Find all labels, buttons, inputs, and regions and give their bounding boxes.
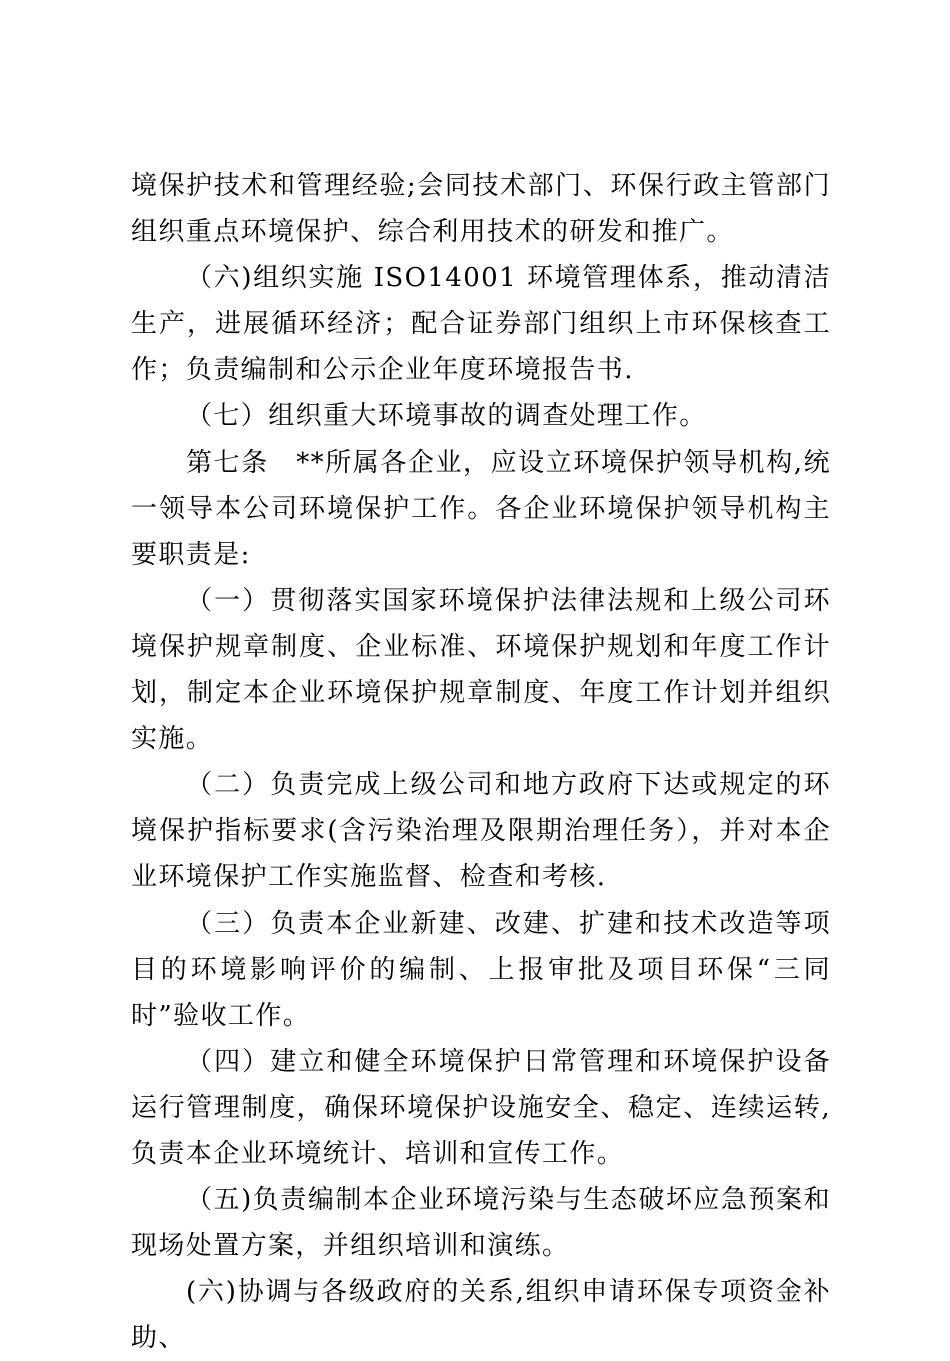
paragraph-item-7: （七）组织重大环境事故的调查处理工作。 (186, 401, 707, 432)
paragraph-duty-6: (六)协调与各级政府的关系,组织申请环保专项资金补助、 (131, 1277, 831, 1354)
paragraph-duty-2: （二）负责完成上级公司和地方政府下达或规定的环境保护指标要求(含污染治理及限期治理任务），并对本企业环境保护工作实施监督、检查和考核. (131, 770, 831, 893)
paragraph-duty-5: （五)负责编制本企业环境污染与生态破坏应急预案和现场处置方案，并组织培训和演练。 (131, 1185, 831, 1262)
paragraph-continuation: 境保护技术和管理经验;会同技术部门、环保行政主管部门组织重点环境保护、综合利用技术的研发和推广。 (131, 171, 831, 248)
paragraph-duty-4: （四）建立和健全环境保护日常管理和环境保护设备运行管理制度，确保环境保护设施安全、稳定、连续运转,负责本企业环境统计、培训和宣传工作。 (131, 1046, 831, 1169)
paragraph-duty-3: （三）负责本企业新建、改建、扩建和技术改造等项目的环境影响评价的编制、上报审批及项目环保“三同时”验收工作。 (131, 908, 831, 1031)
paragraph-item-6: （六)组织实施 ISO14001 环境管理体系，推动清洁生产，进展循环经济；配合证券部门组织上市环保核查工作；负责编制和公示企业年度环境报告书. (131, 263, 831, 386)
paragraph-duty-1: （一）贯彻落实国家环境保护法律法规和上级公司环境保护规章制度、企业标准、环境保护规划和年度工作计划，制定本企业环境保护规章制度、年度工作计划并组织实施。 (131, 585, 831, 755)
paragraph-article-7: 第七条 **所属各企业，应设立环境保护领导机构,统一领导本公司环境保护工作。各企业环境保护领导机构主要职责是: (131, 447, 831, 570)
document-body (131, 163, 831, 1361)
